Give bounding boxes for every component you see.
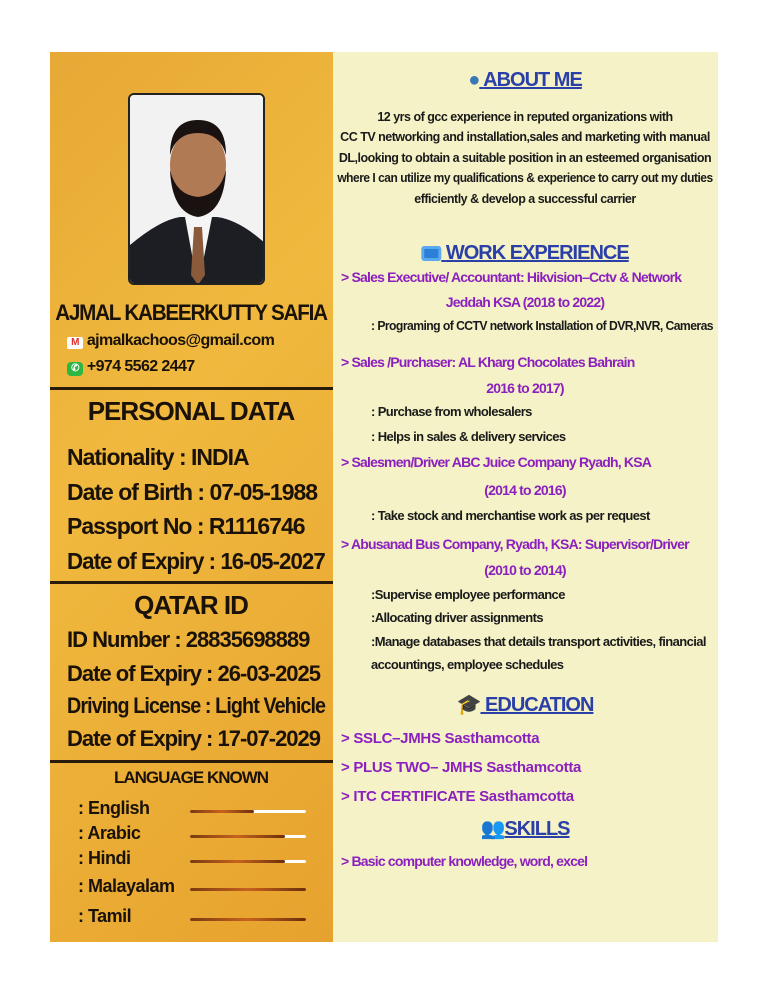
about-line: efficiently & develop a successful carrier [414, 192, 636, 206]
right-panel [333, 52, 718, 942]
job-period: (2014 to 2016) [484, 482, 566, 498]
proficiency-fill [190, 860, 285, 863]
divider [50, 581, 333, 584]
language-name: : Hindi [78, 848, 131, 868]
proficiency-fill [190, 810, 254, 813]
proficiency-fill [190, 918, 306, 921]
job-title: > Sales Executive/ Accountant: Hikvision–Cctv & Network [341, 269, 682, 285]
graduation-cap-icon: 🎓 [456, 694, 481, 716]
language-proficiency-bar [190, 810, 306, 813]
language-proficiency-bar [190, 860, 306, 863]
qatar-id-heading: QATAR ID [134, 590, 248, 620]
language-name: : English [78, 798, 150, 818]
job-duty: : Purchase from wholesalers [371, 404, 532, 419]
id-expiry: Date of Expiry : 26-03-2025 [67, 661, 321, 686]
passport-number: Passport No : R1116746 [67, 513, 305, 539]
education-item: > ITC CERTIFICATE Sasthamcotta [341, 788, 574, 805]
monitor-icon [421, 246, 441, 261]
people-icon: 👥 [480, 818, 505, 840]
gmail-icon: M [67, 337, 83, 349]
job-duty: accountings, employee schedules [371, 657, 564, 672]
job-period: (2010 to 2014) [484, 562, 566, 578]
profile-photo [128, 93, 265, 285]
job-period: Jeddah KSA (2018 to 2022) [445, 294, 605, 310]
skill-item: > Basic computer knowledge, word, excel [341, 853, 588, 869]
proficiency-fill [190, 835, 285, 838]
driving-license: Driving License : Light Vehicle [67, 693, 326, 718]
job-title: > Salesmen/Driver ABC Juice Company Ryadh, KSA [341, 454, 652, 470]
left-panel [50, 52, 333, 942]
about-line: DL,looking to obtain a suitable position in an esteemed organisation [338, 151, 712, 165]
license-expiry: Date of Expiry : 17-07-2029 [67, 726, 321, 751]
language-name: : Tamil [78, 906, 132, 926]
education-item: > SSLC–JMHS Sasthamcotta [341, 730, 540, 747]
about-heading: ● ABOUT ME [468, 69, 582, 91]
language-name: : Arabic [78, 823, 141, 843]
language-proficiency-bar [190, 918, 306, 921]
education-heading: 🎓 EDUCATION [456, 694, 594, 716]
proficiency-fill [190, 888, 306, 891]
nationality: Nationality : INDIA [67, 444, 249, 470]
phone-row [67, 358, 195, 376]
job-duty: : Programing of CCTV network Installation of DVR,NVR, Cameras [371, 318, 714, 333]
job-title: > Sales /Purchaser: AL Kharg Chocolates Bahrain [341, 354, 635, 370]
person-icon: ● [468, 69, 480, 91]
about-line: where I can utilize my qualifications & experience to carry out my duties [337, 171, 713, 185]
id-number: ID Number : 28835698889 [67, 627, 310, 652]
education-item: > PLUS TWO– JMHS Sasthamcotta [341, 759, 582, 776]
language-proficiency-bar [190, 835, 306, 838]
language-name: : Malayalam [78, 876, 175, 896]
job-title: > Abusanad Bus Company, Ryadh, KSA: Supervisor/Driver [341, 536, 689, 552]
phone-number[interactable]: +974 5562 2447 [86, 358, 195, 375]
about-line: CC TV networking and installation,sales and marketing with manual [340, 130, 710, 144]
job-duty: : Helps in sales & delivery services [371, 429, 566, 444]
divider [50, 387, 333, 390]
full-name: AJMAL KABEERKUTTY SAFIA [55, 300, 327, 325]
whatsapp-icon: ✆ [67, 362, 83, 376]
job-duty: :Supervise employee performance [371, 587, 565, 602]
job-duty: :Manage databases that details transport activities, financial [371, 634, 706, 649]
email-link[interactable]: ajmalkachoos@gmail.com [86, 332, 275, 349]
about-line: 12 yrs of gcc experience in reputed organizations with [377, 110, 673, 124]
date-of-birth: Date of Birth : 07-05-1988 [67, 479, 318, 505]
language-heading: LANGUAGE KNOWN [113, 768, 269, 787]
job-duty: :Allocating driver assignments [371, 610, 543, 625]
passport-expiry: Date of Expiry : 16-05-2027 [67, 548, 325, 574]
personal-data-heading: PERSONAL DATA [87, 396, 295, 426]
job-period: 2016 to 2017) [486, 380, 564, 396]
divider [50, 760, 333, 763]
work-experience-heading: WORK EXPERIENCE [421, 242, 628, 265]
language-proficiency-bar [190, 888, 306, 891]
skills-heading: 👥SKILLS [480, 818, 570, 840]
job-duty: : Take stock and merchantise work as per request [371, 508, 650, 523]
email-row [67, 332, 274, 350]
